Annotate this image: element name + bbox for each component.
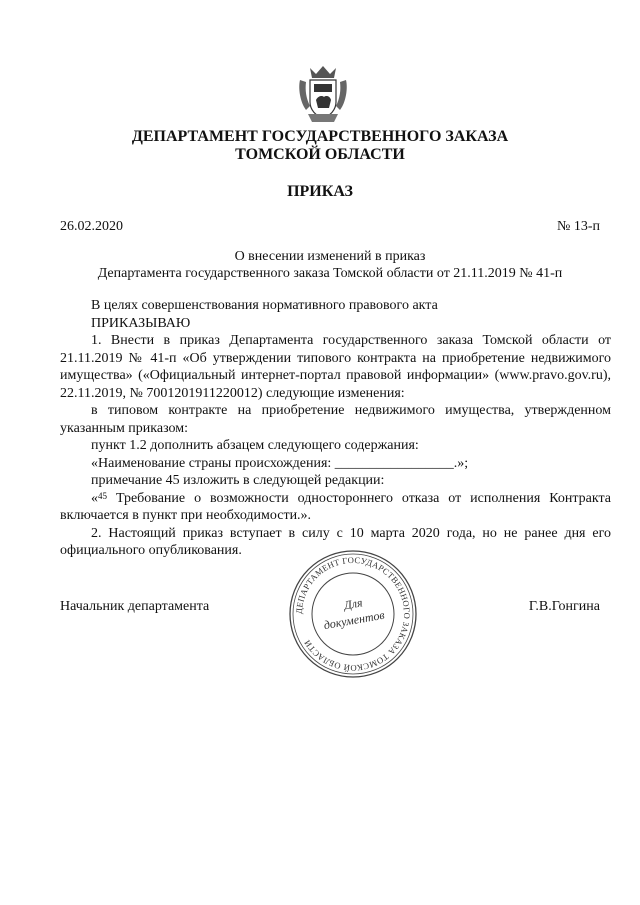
official-stamp — [287, 548, 419, 680]
clause-1-paragraph: 1. Внести в приказ Департамента государственного заказа Томской области от 21.11.2019 № 41-п «Об утверждении типового контракта на приобретение недвижимого имущества» («Официальный интернет-портал правовой информации» (www.pravo.gov.ru), 22.11.2019, № 7001201911220012) следующие изменения: — [60, 333, 611, 401]
note-45-paragraph: примечание 45 изложить в следующей редакции: — [91, 473, 385, 488]
contract-paragraph: в типовом контракте на приобретение недвижимого имущества, утвержденном указанным приказом: — [60, 403, 611, 436]
department-name-line2: ТОМСКОЙ ОБЛАСТИ — [235, 146, 405, 163]
stamp-center-line1: Для — [342, 595, 364, 613]
item-1-2-paragraph: пункт 1.2 дополнить абзацем следующего содержания: — [91, 438, 419, 453]
stamp-ring-text: ДЕПАРТАМЕНТ ГОСУДАРСТВЕННОГО ЗАКАЗА ТОМСКОЙ ОБЛАСТИ — [293, 554, 413, 674]
coat-of-arms-icon — [296, 62, 350, 126]
stamp-center-line2: документов — [322, 607, 386, 633]
country-of-origin-paragraph: «Наименование страны происхождения: _________________.»; — [91, 455, 469, 471]
quote-open: « — [91, 490, 98, 506]
order-date: 26.02.2020 — [60, 219, 123, 234]
note-45-text — [60, 490, 611, 525]
order-subject — [60, 248, 600, 282]
clause-2-paragraph: 2. Настоящий приказ вступает в силу с 10 марта 2020 года, но не ранее дня его официального опубликования. — [60, 525, 611, 558]
order-subject-line1: О внесении изменений в приказ — [234, 249, 426, 264]
signatory-position: Начальник департамента — [60, 599, 210, 614]
document-title: ПРИКАЗ — [287, 183, 353, 200]
order-word: ПРИКАЗЫВАЮ — [91, 315, 191, 331]
intro-paragraph: В целях совершенствования нормативного правового акта — [91, 298, 438, 313]
order-number: № 13-п — [556, 219, 600, 234]
order-subject-line2: Департамента государственного заказа Томской области от 21.11.2019 № 41-п — [97, 266, 563, 281]
note-45-content: Требование о возможности одностороннего отказа от исполнения Контракта включается в пункт при необходимости.». — [60, 490, 611, 523]
department-name-line1: ДЕПАРТАМЕНТ ГОСУДАРСТВЕННОГО ЗАКАЗА — [131, 128, 509, 145]
signatory-name: Г.В.Гонгина — [528, 599, 600, 614]
footnote-marker: 45 — [98, 490, 107, 501]
department-name — [0, 128, 640, 164]
order-body — [60, 297, 611, 560]
